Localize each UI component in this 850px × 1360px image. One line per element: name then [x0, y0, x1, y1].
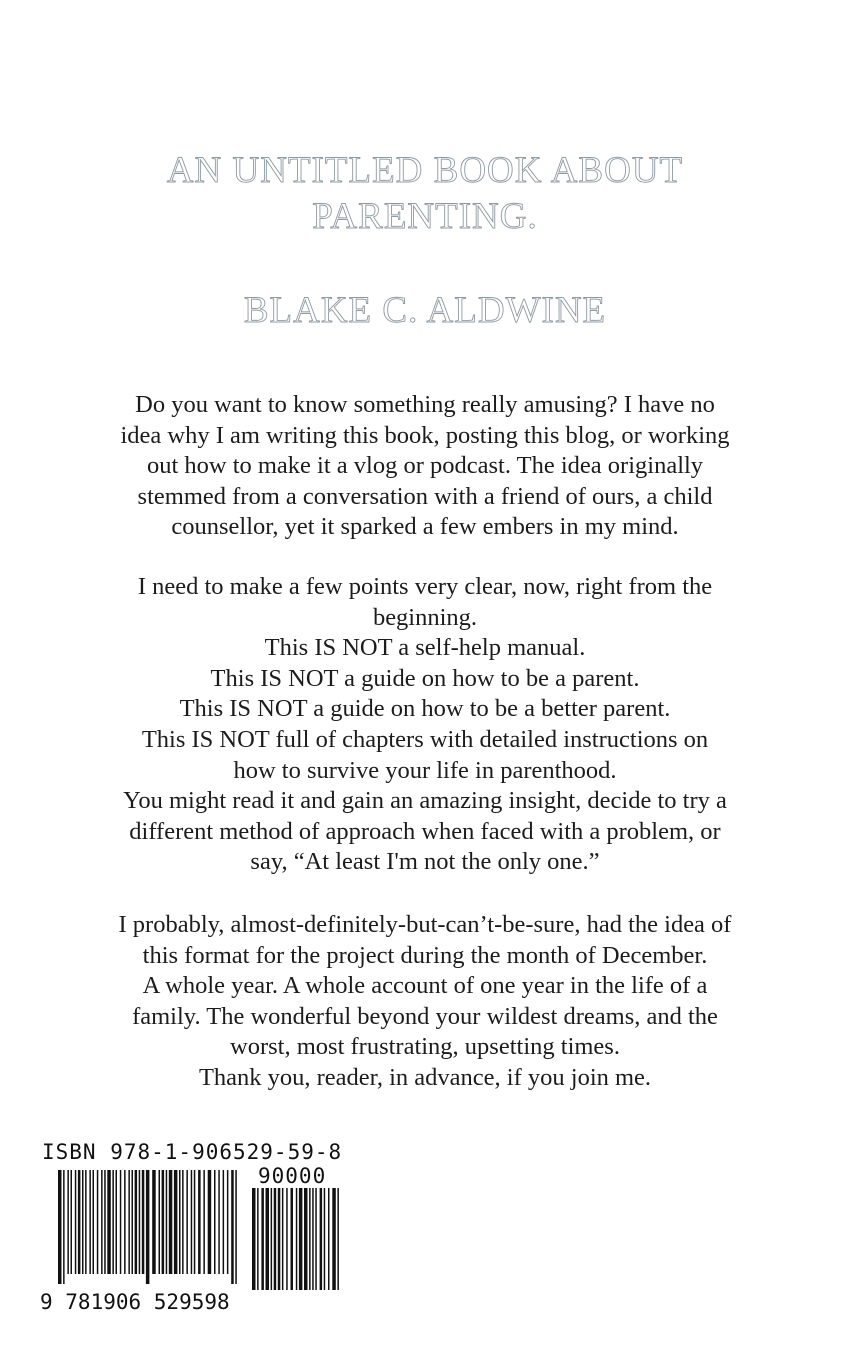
barcode-bar	[328, 1188, 330, 1290]
blurb-line: I probably, almost-definitely-but-can’t-be-sure, had the idea of	[118, 911, 732, 938]
barcode-bar	[166, 1170, 168, 1274]
blurb-line: You might read it and gain an amazing insight, decide to try a	[123, 787, 727, 815]
barcode-bar	[159, 1170, 161, 1274]
barcode-bar	[266, 1188, 270, 1290]
barcode-bar	[223, 1170, 225, 1274]
blurb-line: different method of approach when faced with a problem, or	[129, 817, 721, 845]
barcode-bar	[304, 1188, 308, 1290]
ean-digits: 9 781906 529598	[40, 1290, 230, 1314]
barcode-bar	[101, 1170, 103, 1274]
blurb-line: say, “At least I'm not the only one.”	[250, 848, 600, 876]
blurb-line: out how to make it a vlog or podcast. The idea originally	[146, 452, 704, 480]
barcode-bar	[282, 1188, 284, 1290]
barcode-bar	[112, 1170, 114, 1274]
book-title-line-2: PARENTING.	[312, 196, 538, 237]
barcode-bar	[261, 1188, 264, 1290]
barcode-bar	[120, 1170, 122, 1274]
barcode-bar	[337, 1188, 339, 1290]
author-name: BLAKE C. ALDWINE	[243, 290, 607, 331]
barcode-bar	[78, 1170, 81, 1274]
barcode-bar	[152, 1170, 156, 1274]
price-code: 90000	[258, 1164, 327, 1188]
barcode-bar	[191, 1170, 193, 1274]
barcode-bar	[63, 1170, 65, 1284]
barcode-bar	[139, 1170, 141, 1274]
barcode-bar	[182, 1170, 184, 1274]
blurb-paragraph-3	[60, 910, 790, 1094]
barcode-bar	[194, 1170, 196, 1274]
blurb-line: This IS NOT a self-help manual.	[264, 634, 586, 662]
barcode-bar	[93, 1170, 95, 1274]
barcode-bar	[203, 1170, 205, 1274]
barcode-bar	[208, 1170, 212, 1274]
barcode-bar	[235, 1170, 237, 1284]
barcode-bar	[71, 1170, 73, 1274]
barcode-bar	[271, 1188, 273, 1290]
blurb-line: beginning.	[372, 603, 478, 631]
blurb-line: A whole year. A whole account of one year in the life of a	[142, 972, 708, 1000]
barcode-bar	[278, 1188, 281, 1290]
barcode-bar	[198, 1170, 201, 1274]
barcode-bar	[309, 1188, 311, 1290]
barcode-bar	[252, 1188, 256, 1290]
barcode-bar	[142, 1170, 145, 1274]
barcode-bar	[296, 1188, 298, 1290]
barcode-bar	[214, 1170, 216, 1274]
barcode-bar	[320, 1188, 323, 1290]
blurb-line: Do you want to know something really amusing? I have no	[135, 391, 715, 418]
barcode-bar	[132, 1170, 134, 1274]
barcode-bar	[231, 1170, 234, 1284]
barcode-bar	[85, 1170, 87, 1274]
barcode-bar	[174, 1170, 178, 1274]
barcode-bar	[162, 1170, 165, 1274]
barcode-bar	[116, 1170, 118, 1274]
barcode-bar	[135, 1170, 138, 1274]
barcode-bar	[97, 1170, 99, 1274]
barcode-bar	[124, 1170, 126, 1274]
barcode-bar	[332, 1188, 336, 1290]
isbn-barcode	[40, 1166, 350, 1291]
barcode-bar	[179, 1170, 181, 1274]
blurb-line: Thank you, reader, in advance, if you join me.	[198, 1063, 652, 1091]
blurb-line: counsellor, yet it sparked a few embers in my mind.	[171, 513, 679, 541]
blurb-line: This IS NOT a guide on how to be a better parent.	[179, 695, 671, 723]
isbn-label: ISBN 978-1-906529-59-8	[42, 1140, 343, 1164]
barcode-bar	[104, 1170, 106, 1274]
barcode-bar	[299, 1188, 303, 1290]
barcode-bar	[169, 1170, 173, 1274]
barcode-bar	[75, 1170, 77, 1274]
blurb-line: family. The wonderful beyond your wildest dreams, and the	[132, 1002, 718, 1030]
barcode-bar	[227, 1170, 229, 1274]
blurb-line: stemmed from a conversation with a friend of ours, a child	[137, 482, 713, 510]
barcode-bar	[107, 1170, 111, 1274]
blurb-line: I need to make a few points very clear, now, right from the	[137, 573, 713, 600]
blurb-line: how to survive your life in parenthood.	[233, 756, 617, 784]
barcode-bar	[324, 1188, 326, 1290]
barcode-bar	[67, 1170, 69, 1274]
barcode-bar	[89, 1170, 91, 1274]
barcode-bar	[186, 1170, 188, 1274]
book-title-line-1: AN UNTITLED BOOK ABOUT	[166, 150, 684, 191]
barcode-bar	[291, 1188, 294, 1290]
barcode-bar	[146, 1170, 150, 1284]
barcode-bar	[82, 1170, 84, 1274]
blurb-line: This IS NOT a guide on how to be a parent.	[210, 664, 640, 692]
barcode-bar	[257, 1188, 259, 1290]
blurb-line: this format for the project during the month of December.	[142, 941, 708, 969]
barcode-bar	[274, 1188, 277, 1290]
blurb-paragraph-1	[60, 390, 790, 543]
blurb-line: worst, most frustrating, upsetting times.	[230, 1033, 620, 1061]
blurb-line: This IS NOT full of chapters with detailed instructions on	[141, 725, 709, 753]
blurb-paragraph-2	[60, 572, 790, 878]
barcode-bar	[286, 1188, 288, 1290]
barcode-bar	[218, 1170, 220, 1274]
barcode-bar	[58, 1170, 62, 1284]
barcode-bar	[128, 1170, 130, 1274]
blurb-line: idea why I am writing this book, posting this blog, or working	[120, 421, 730, 449]
barcode-bar	[312, 1188, 314, 1290]
barcode-bar	[315, 1188, 317, 1290]
